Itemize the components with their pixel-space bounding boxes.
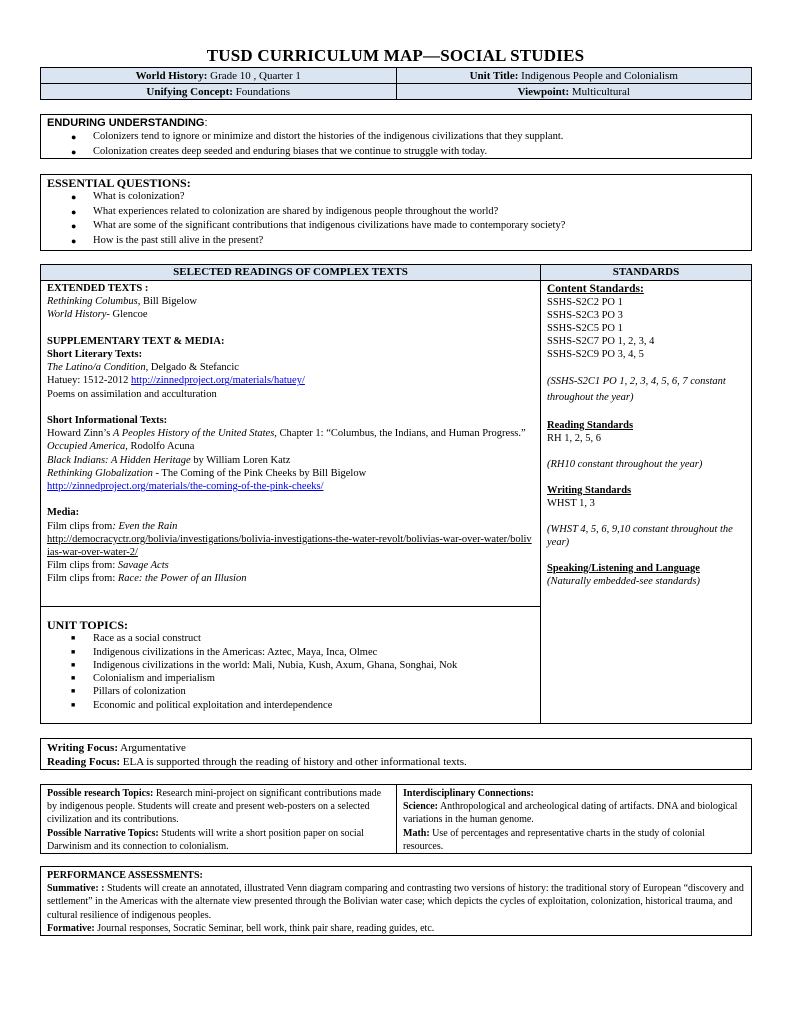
enduring-list (41, 130, 745, 159)
standards-column (541, 264, 752, 724)
page-title: TUSD CURRICULUM MAP—SOCIAL STUDIES (206, 46, 585, 65)
header-table (40, 67, 752, 100)
readings-column-header: SELECTED READINGS OF COMPLEX TEXTS (41, 265, 540, 281)
content-standard: SSHS-S2C3 PO 3 (547, 310, 623, 321)
list-item: ● What experiences related to colonization are shared by indigenous people throughout the world? (71, 205, 499, 217)
informational-text-1: Howard Zinn’s A Peoples History of the United States, Chapter 1: “Columbus, the Indians, and Human Progress.” (47, 428, 526, 440)
list-item: ■ Indigenous civilizations in the Americas: Aztec, Maya, Inca, Olmec (71, 646, 378, 658)
literary-text-1: The Latino/a Condition, Delgado & Stefancic (47, 362, 239, 374)
reading-focus: Reading Focus: ELA is supported through the reading of history and other informational texts. (47, 756, 467, 768)
informational-text-4: Rethinking Globalization - The Coming of the Pink Cheeks by Bill Bigelow (47, 467, 367, 479)
viewpoint-cell (396, 84, 752, 100)
media-item-2: Film clips from: Savage Acts (47, 560, 169, 572)
writing-focus: Writing Focus: Argumentative (47, 742, 186, 754)
course-label: World History: (135, 69, 208, 82)
reading-standards-heading: Reading Standards (547, 420, 634, 431)
list-item: ● What are some of the significant contributions that indigenous civilizations have made to contemporary society? (71, 220, 566, 231)
content-standard: SSHS-S2C9 PO 3, 4, 5 (547, 349, 644, 360)
list-item: ● What is colonization? (71, 191, 185, 202)
media-item-3: Film clips from: Race: the Power of an Illusion (47, 573, 247, 585)
speaking-standards-heading: Speaking/Listening and Language (547, 563, 700, 574)
content-standard: SSHS-S2C2 PO 1 (547, 297, 623, 308)
unit-value: Indigenous People and Colonialism (518, 69, 678, 82)
media-heading: Media: (47, 507, 80, 519)
list-item: ● How is the past still alive in the present? (71, 234, 264, 246)
concept-cell (41, 84, 397, 100)
concept-value: Foundations (232, 85, 291, 98)
supplementary-heading: SUPPLEMENTARY TEXT & MEDIA: (47, 335, 225, 347)
extended-heading: EXTENDED TEXTS : (47, 283, 149, 294)
informational-text-2: Occupied America, Rodolfo Acuna (47, 441, 195, 453)
list-item: ■ Indigenous civilizations in the world: Mali, Nubia, Kush, Axum, Ghana, Songhai, Nok (71, 659, 458, 671)
unit-topics-section (41, 607, 540, 712)
topics-list (41, 632, 540, 712)
course-value: Grade 10 , Quarter 1 (207, 69, 301, 82)
concept-label: Unifying Concept: (146, 85, 233, 98)
formative-assessment: Formative: Journal responses, Socratic Seminar, bell work, think pair share, reading guides, etc. (47, 922, 435, 934)
essential-list (41, 190, 745, 248)
content-standard: SSHS-S2C7 PO 1, 2, 3, 4 (547, 336, 655, 347)
interdisciplinary-heading: Interdisciplinary Connections: (403, 788, 534, 799)
list-item: ■ Economic and political exploitation and interdependence (71, 699, 333, 711)
reading-note: (RH10 constant throughout the year) (547, 459, 703, 470)
hatuey-link[interactable]: http://zinnedproject.org/materials/hatuey/ (131, 375, 305, 387)
writing-standards-heading: Writing Standards (547, 485, 632, 496)
literary-text-2: Hatuey: 1512-2012 http://zinnedproject.org/materials/hatuey/ (47, 375, 305, 387)
essential-questions-box (40, 174, 752, 251)
list-item: ■ Pillars of colonization (71, 686, 186, 698)
content-standards-heading: Content Standards: (547, 283, 644, 295)
readings-section (41, 281, 540, 607)
performance-heading: PERFORMANCE ASSESSMENTS: (47, 870, 203, 881)
list-item: ● Colonizers tend to ignore or minimize and distort the histories of the indigenous civilizations that they supplant. (71, 131, 564, 142)
narrative-topics: Possible Narrative Topics: Students will write a short position paper on social Darwinism and its connection to colonialism. (47, 827, 364, 852)
extended-text-1: Rethinking Columbus, Bill Bigelow (47, 296, 197, 308)
interdisciplinary-cell (397, 785, 753, 853)
unit-label: Unit Title: (469, 69, 519, 82)
standards-column-header: STANDARDS (541, 265, 751, 281)
writing-note: (WHST 4, 5, 6, 9,10 constant throughout the year) (547, 524, 733, 548)
content-standard: SSHS-S2C5 PO 1 (547, 323, 623, 334)
media-item-1: Film clips from: Even the Rain (47, 520, 178, 532)
viewpoint-value: Multicultural (569, 85, 630, 98)
reading-standards: RH 1, 2, 5, 6 (547, 433, 601, 444)
writing-standards: WHST 1, 3 (547, 498, 595, 509)
focus-box (40, 738, 752, 770)
enduring-understanding-box (40, 114, 752, 159)
readings-column (40, 264, 541, 724)
research-topics: Possible research Topics: Research mini-project on significant contributions made by indigenous people. Students will create and present web-posters on a selected civilization and its contributions. (47, 788, 382, 826)
list-item: ■ Race as a social construct (71, 633, 201, 645)
extended-text-2: World History- Glencoe (47, 309, 148, 321)
summative-assessment: Summative: : Students will create an annotated, illustrated Venn diagram comparing and contrasting two versions of history: the traditional story of European “discovery and settlement” in the Americas with the alternate view presented through the Bolivian water case; which depicts the cycles of exploitation, colonization, historical trauma, and cultural resilience of indigenous peoples. (47, 883, 744, 921)
media-link-row (41, 533, 540, 559)
pink-cheeks-link[interactable]: http://zinnedproject.org/materials/the-coming-of-the-pink-cheeks/ (47, 481, 324, 493)
math-connection: Math: Use of percentages and representative charts in the study of colonial resources. (403, 827, 705, 852)
speaking-note: (Naturally embedded-see standards) (547, 576, 700, 587)
pink-cheeks-link-row (41, 480, 540, 493)
literary-heading: Short Literary Texts: (47, 349, 143, 361)
topics-heading: UNIT TOPICS: (47, 618, 129, 632)
topics-connections-box (40, 784, 752, 854)
enduring-heading: ENDURING UNDERSTANDING: (47, 117, 208, 129)
viewpoint-label: Viewpoint: (517, 85, 570, 98)
research-narrative-cell (41, 785, 397, 853)
content-note: (SSHS-S2C1 PO 1, 2, 3, 4, 5, 6, 7 constant throughout the year) (547, 376, 726, 403)
informational-heading: Short Informational Texts: (47, 415, 168, 427)
essential-heading: ESSENTIAL QUESTIONS: (47, 176, 191, 190)
performance-assessments-box (40, 866, 752, 936)
unit-cell (396, 68, 752, 84)
science-connection: Science: Anthropological and archeological dating of artifacts. DNA and biological variations in the human genome. (403, 801, 738, 826)
list-item: ■ Colonialism and imperialism (71, 673, 215, 685)
literary-text-3: Poems on assimilation and acculturation (47, 388, 217, 400)
list-item: ● Colonization creates deep seeded and enduring biases that we continue to struggle with today. (71, 145, 488, 157)
course-cell (41, 68, 397, 84)
informational-text-3: Black Indians: A Hidden Heritage by William Loren Katz (47, 454, 291, 466)
bolivia-link[interactable]: http://democracyctr.org/bolivia/investigations/bolivia-investigations-the-water-revolt/bolivias-war-over-water/bolivias-war-over-water-2/ (47, 533, 532, 559)
